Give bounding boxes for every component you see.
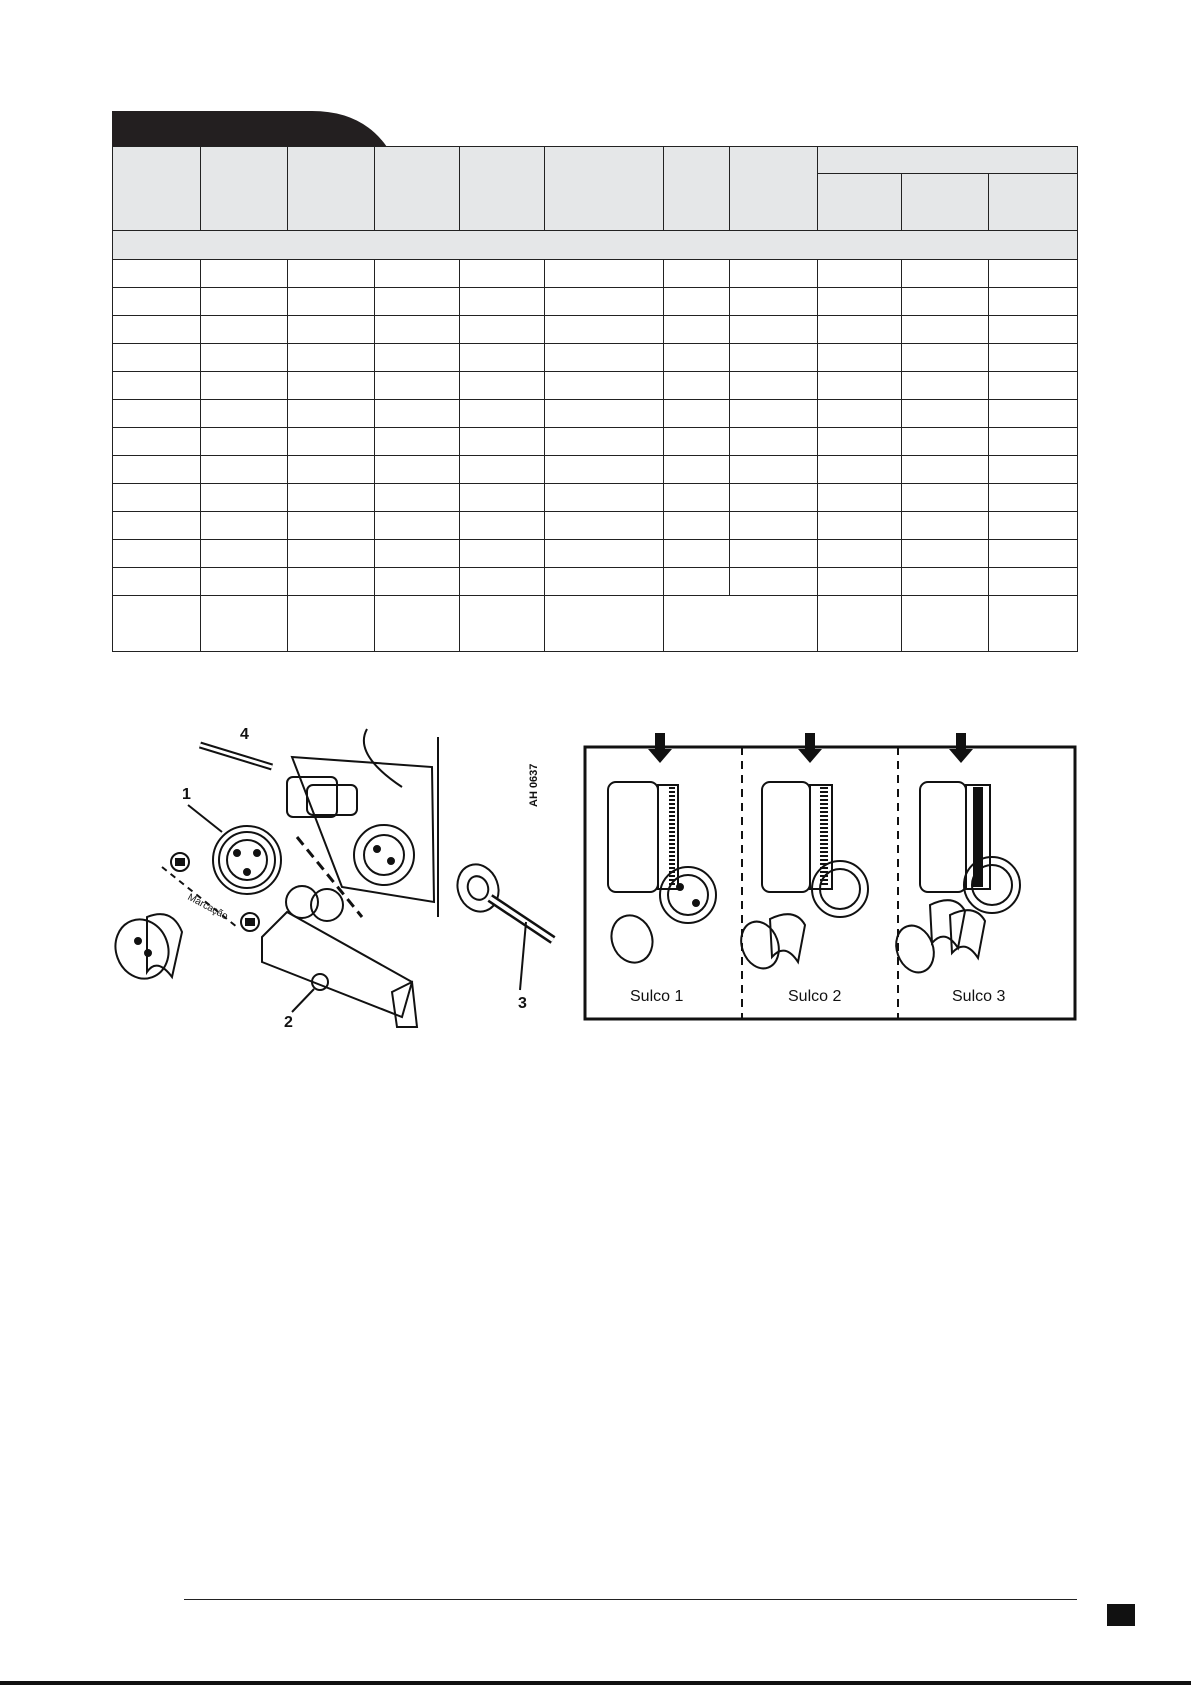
table-cell — [460, 540, 545, 568]
table-cell — [989, 400, 1078, 428]
table-cell — [375, 484, 460, 512]
table-row — [113, 484, 1078, 512]
table-subheader-cell — [902, 174, 989, 231]
table-cell — [664, 316, 730, 344]
table-cell — [545, 568, 664, 596]
table-cell — [818, 344, 902, 372]
table-cell — [288, 260, 375, 288]
table-cell — [989, 372, 1078, 400]
table-cell — [375, 288, 460, 316]
table-cell — [288, 456, 375, 484]
table-group-header — [818, 147, 1078, 174]
table-cell — [288, 568, 375, 596]
table-cell — [201, 288, 288, 316]
drive-roll-gear-icon — [213, 826, 281, 894]
table-cell — [730, 484, 818, 512]
table-cell — [818, 456, 902, 484]
table-cell — [989, 456, 1078, 484]
table-cell — [902, 428, 989, 456]
table-cell — [818, 568, 902, 596]
table-row — [113, 428, 1078, 456]
table-cell — [288, 316, 375, 344]
table-cell — [545, 260, 664, 288]
page-marker — [1107, 1604, 1135, 1626]
table-cell — [288, 484, 375, 512]
table-cell — [730, 316, 818, 344]
table-cell — [201, 540, 288, 568]
table-cell — [375, 568, 460, 596]
table-cell — [288, 288, 375, 316]
table-cell — [902, 260, 989, 288]
table-cell — [545, 428, 664, 456]
table-cell — [201, 484, 288, 512]
table-cell — [460, 260, 545, 288]
table-cell — [902, 568, 989, 596]
table-cell — [113, 568, 201, 596]
table-cell — [902, 540, 989, 568]
table-cell — [818, 260, 902, 288]
table-row — [113, 344, 1078, 372]
table-cell — [375, 456, 460, 484]
groove-2-label: Sulco 2 — [788, 988, 842, 1005]
table-cell — [201, 400, 288, 428]
table-cell — [113, 316, 201, 344]
table-cell — [113, 512, 201, 540]
table-cell — [460, 512, 545, 540]
spec-table — [112, 146, 1077, 652]
table-cell — [545, 484, 664, 512]
table-cell — [545, 344, 664, 372]
table-cell — [818, 372, 902, 400]
table-cell — [902, 372, 989, 400]
table-cell — [460, 344, 545, 372]
table-cell — [460, 568, 545, 596]
table-cell — [818, 484, 902, 512]
callout-3: 3 — [518, 995, 527, 1010]
table-cell — [818, 428, 902, 456]
table-row — [113, 400, 1078, 428]
table-cell — [201, 456, 288, 484]
table-cell — [460, 456, 545, 484]
table-cell — [201, 372, 288, 400]
table-cell — [375, 428, 460, 456]
table-cell — [460, 596, 545, 652]
marking-label: Marcação — [185, 891, 230, 923]
table-header-cell — [201, 147, 288, 231]
table-cell — [989, 288, 1078, 316]
table-cell — [818, 288, 902, 316]
table-header-cell — [730, 147, 818, 231]
table-row — [113, 540, 1078, 568]
table-cell — [201, 512, 288, 540]
table-cell — [545, 512, 664, 540]
groove-3-label: Sulco 3 — [952, 988, 1006, 1005]
table-cell — [902, 596, 989, 652]
table-cell — [375, 596, 460, 652]
table-cell — [375, 540, 460, 568]
table-cell — [664, 456, 730, 484]
table-subheader-cell — [818, 174, 902, 231]
table-cell — [730, 288, 818, 316]
table-cell — [375, 260, 460, 288]
callout-4: 4 — [240, 727, 249, 743]
table-cell — [730, 400, 818, 428]
section-tab — [112, 111, 392, 147]
table-cell — [113, 260, 201, 288]
table-cell — [664, 512, 730, 540]
pin-4-icon — [200, 745, 272, 767]
table-cell — [113, 344, 201, 372]
table-cell — [375, 372, 460, 400]
table-cell — [818, 512, 902, 540]
table-cell — [545, 316, 664, 344]
pressure-arm-icon — [262, 886, 417, 1027]
table-cell — [902, 512, 989, 540]
table-cell — [545, 596, 664, 652]
table-cell — [902, 288, 989, 316]
table-cell — [818, 316, 902, 344]
table-cell — [989, 428, 1078, 456]
groove-1-icon — [605, 782, 716, 968]
wire-feeder-diagram — [112, 727, 448, 1035]
table-cell — [288, 428, 375, 456]
table-cell — [989, 484, 1078, 512]
table-cell — [375, 316, 460, 344]
table-cell — [288, 344, 375, 372]
table-header-cell — [113, 147, 201, 231]
table-cell — [545, 456, 664, 484]
groove-2-icon — [735, 782, 868, 974]
table-cell — [288, 512, 375, 540]
table-cell — [989, 540, 1078, 568]
table-cell — [545, 288, 664, 316]
table-cell — [730, 456, 818, 484]
table-header-cell — [460, 147, 545, 231]
table-cell — [664, 568, 730, 596]
table-row — [113, 568, 1078, 596]
table-cell — [989, 568, 1078, 596]
page-bottom-edge — [0, 1681, 1191, 1685]
table-cell — [375, 400, 460, 428]
table-cell — [902, 400, 989, 428]
table-cell — [113, 288, 201, 316]
table-cell — [545, 400, 664, 428]
table-cell — [288, 372, 375, 400]
table-cell — [664, 260, 730, 288]
table-header-cell — [664, 147, 730, 231]
table-cell — [201, 568, 288, 596]
table-cell — [664, 288, 730, 316]
table-cell — [989, 260, 1078, 288]
table-cell — [664, 400, 730, 428]
table-cell — [664, 540, 730, 568]
table-cell — [113, 596, 201, 652]
table-cell — [460, 288, 545, 316]
table-cell — [989, 344, 1078, 372]
table-cell — [460, 372, 545, 400]
table-cell — [201, 596, 288, 652]
groove-1-label: Sulco 1 — [630, 988, 684, 1005]
table-cell — [375, 512, 460, 540]
table-row — [113, 288, 1078, 316]
table-cell — [113, 540, 201, 568]
table-cell — [664, 596, 818, 652]
table-cell — [730, 260, 818, 288]
table-cell — [989, 316, 1078, 344]
table-header-cell — [545, 147, 664, 231]
table-cell — [818, 540, 902, 568]
table-cell — [113, 372, 201, 400]
table-cell — [201, 260, 288, 288]
table-cell — [730, 372, 818, 400]
table-cell — [288, 400, 375, 428]
table-cell — [902, 316, 989, 344]
table-cell — [730, 428, 818, 456]
table-row — [113, 260, 1078, 288]
footer-rule — [184, 1599, 1077, 1600]
table-cell — [664, 344, 730, 372]
table-cell — [201, 428, 288, 456]
table-cell — [818, 596, 902, 652]
table-cell — [730, 512, 818, 540]
table-row — [113, 372, 1078, 400]
table-subheader-cell — [989, 174, 1078, 231]
table-cell — [664, 484, 730, 512]
table-cell — [201, 316, 288, 344]
table-header-cell — [288, 147, 375, 231]
table-cell — [288, 596, 375, 652]
table-row — [113, 456, 1078, 484]
table-cell — [113, 428, 201, 456]
table-title-band — [113, 231, 1078, 260]
table-cell — [460, 316, 545, 344]
table-row — [113, 512, 1078, 540]
callout-1: 1 — [182, 786, 191, 803]
table-cell — [545, 540, 664, 568]
table-cell — [989, 512, 1078, 540]
table-cell — [902, 484, 989, 512]
table-cell — [818, 400, 902, 428]
table-cell — [201, 344, 288, 372]
table-row — [113, 316, 1078, 344]
table-header-cell — [375, 147, 460, 231]
groove-3-icon — [890, 782, 1020, 978]
table-cell — [545, 372, 664, 400]
table-cell — [902, 344, 989, 372]
table-cell — [664, 372, 730, 400]
table-cell — [664, 428, 730, 456]
idle-roll-gear-icon — [354, 825, 414, 885]
table-cell — [902, 456, 989, 484]
callout-2: 2 — [284, 1014, 293, 1031]
groove-selection-diagram — [528, 727, 1080, 1027]
table-cell — [460, 484, 545, 512]
figure-code: AH 0637 — [528, 763, 540, 807]
table-cell — [730, 344, 818, 372]
table-cell — [113, 456, 201, 484]
table-row — [113, 596, 1078, 652]
table-cell — [113, 400, 201, 428]
table-cell — [460, 428, 545, 456]
table-cell — [460, 400, 545, 428]
table-cell — [730, 540, 818, 568]
table-cell — [113, 484, 201, 512]
table-cell — [989, 596, 1078, 652]
table-cell — [375, 344, 460, 372]
table-cell — [288, 540, 375, 568]
table-cell — [730, 568, 818, 596]
